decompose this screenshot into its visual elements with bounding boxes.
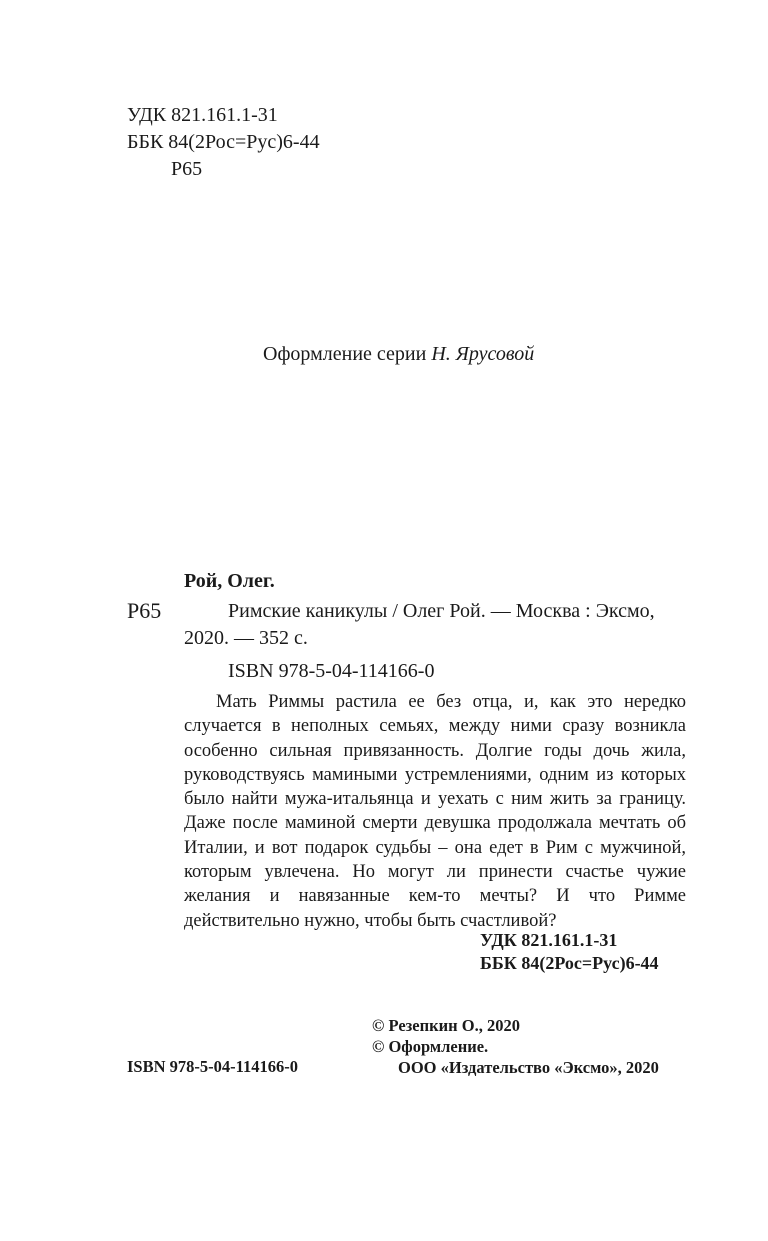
designer-name: Н. Ярусовой [431,343,535,365]
copyright-author: © Резепкин О., 2020 [372,1016,520,1035]
bbk-code: ББК 84(2Рос=Рус)6-44 [127,131,320,153]
author-heading: Рой, Олег. [184,570,275,592]
isbn-record: ISBN 978-5-04-114166-0 [228,660,435,682]
design-credit-label: Оформление серии [263,343,427,365]
copyright-publisher: ООО «Издательство «Эксмо», 2020 [398,1058,659,1077]
summary-udk: УДК 821.161.1-31 [480,930,618,950]
book-description-cont: 2020. — 352 с. [184,627,308,649]
isbn-footer: ISBN 978-5-04-114166-0 [127,1057,298,1076]
book-summary: Мать Риммы растила ее без отца, и, как это нередко случается в неполных семьях, между ними сразу возникла особенно сильная привязанность. Долгие годы дочь жила, руководствуясь мамиными устремлениями, одним из которых было найти мужа-итальянца и уехать с ним жить за границу. Даже после маминой смерти девушка продолжала мечтать об Италии, и вот подарок судьбы – она едет в Рим с мужчиной, которым увлечена. Но могут ли принести счастье чужие желания и навязанные кем-то мечты? И что Римме действительно нужно, чтобы быть счастливой? [184,692,686,931]
design-credit [263,343,534,366]
summary-bbk: ББК 84(2Рос=Рус)6-44 [480,953,659,973]
author-mark: Р65 [171,158,203,180]
header-codes [127,102,320,183]
author-mark-left: Р65 [127,598,162,623]
udk-code: УДК 821.161.1-31 [127,104,278,126]
summary-codes [480,929,659,975]
copyright-block [372,1015,659,1078]
copyright-design: © Оформление. [372,1037,489,1056]
book-description: Римские каникулы / Олег Рой. — Москва : Эксмо, [228,600,655,622]
